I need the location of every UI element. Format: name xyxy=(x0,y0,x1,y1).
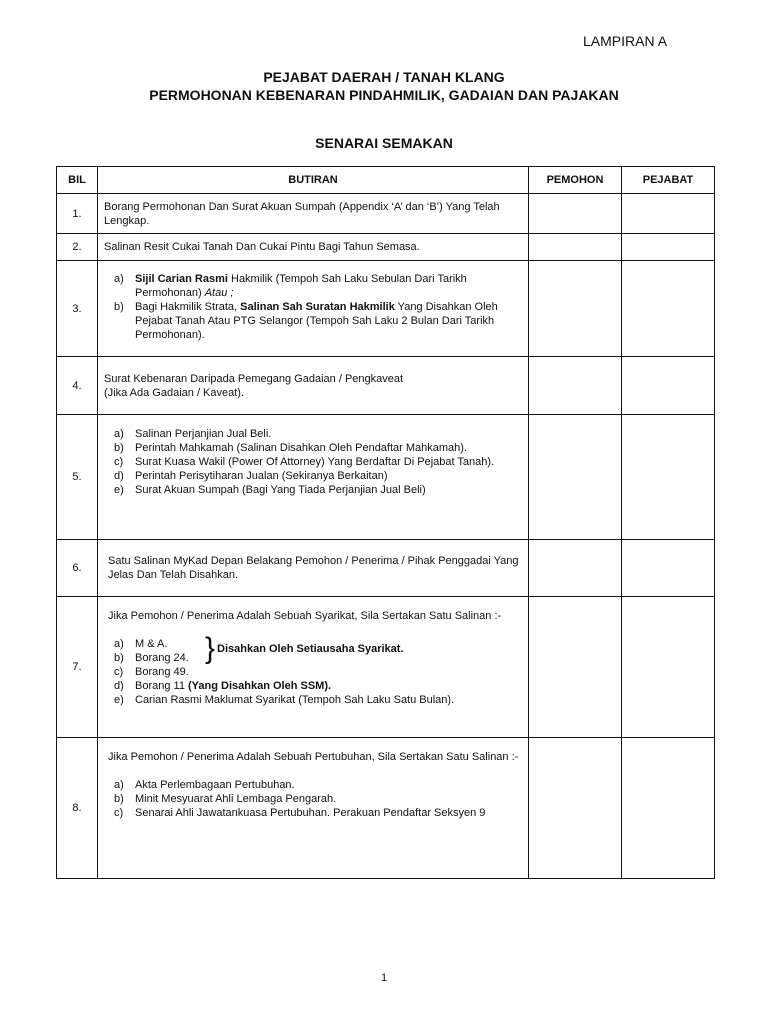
page-number: 1 xyxy=(380,972,388,984)
row-number: 5. xyxy=(57,415,98,540)
item-bold-text: Sijil Carian Rasmi xyxy=(135,273,228,285)
row-number: 8. xyxy=(57,738,98,879)
checklist-table xyxy=(56,166,715,879)
item-text: Surat Kuasa Wakil (Power Of Attorney) Yang Berdaftar Di Pejabat Tanah). xyxy=(135,456,495,468)
item-marker: b) xyxy=(114,301,124,313)
pejabat-check-cell[interactable] xyxy=(622,540,715,597)
table-row xyxy=(57,597,715,738)
row-number: 4. xyxy=(57,357,98,415)
list-item xyxy=(104,665,522,679)
item-text: Perintah Perisytiharan Jualan (Sekiranya Berkaitan) xyxy=(135,470,388,482)
list-item xyxy=(104,483,522,497)
row-description xyxy=(98,261,529,357)
item-marker: d) xyxy=(114,680,124,692)
header-butiran: BUTIRAN xyxy=(98,167,529,194)
item-text: Akta Perlembagaan Pertubuhan. xyxy=(135,779,295,791)
item-text: Minit Mesyuarat Ahli Lembaga Pengarah. xyxy=(135,793,337,805)
item-marker: e) xyxy=(114,694,124,706)
item-text: Borang 24. xyxy=(135,652,189,664)
pemohon-check-cell[interactable] xyxy=(529,540,622,597)
row-description xyxy=(98,738,529,879)
list-item xyxy=(104,300,522,342)
item-text: Yang Disahkan Oleh Pejabat Tanah Atau PTG Selangor (Tempoh Sah Laku 2 Bulan Dari Tarikh Permohonan). xyxy=(135,301,498,341)
list-item xyxy=(104,806,522,820)
pejabat-check-cell[interactable] xyxy=(622,597,715,738)
item-marker: c) xyxy=(114,666,124,678)
lampiran-label: LAMPIRAN A xyxy=(583,33,668,49)
list-item xyxy=(104,455,522,469)
row-description: Borang Permohonan Dan Surat Akuan Sumpah (Appendix ‘A’ dan ‘B’) Yang Telah Lengkap. xyxy=(98,194,529,234)
item-text: Salinan Perjanjian Jual Beli. xyxy=(135,428,272,440)
item-text: Senarai Ahli Jawatankuasa Pertubuhan. Perakuan Pendaftar Seksyen 9 xyxy=(135,807,486,819)
pejabat-check-cell[interactable] xyxy=(622,415,715,540)
item-text: Bagi Hakmilik Strata, xyxy=(135,301,241,313)
item-marker: d) xyxy=(114,470,124,482)
pejabat-check-cell[interactable] xyxy=(622,194,715,234)
row-description xyxy=(98,415,529,540)
item-marker: b) xyxy=(114,793,124,805)
row-number: 1. xyxy=(57,194,98,234)
row-description: Satu Salinan MyKad Depan Belakang Pemohon / Penerima / Pihak Penggadai Yang Jelas Dan Telah Disahkan. xyxy=(98,540,529,597)
row-line: Surat Kebenaran Daripada Pemegang Gadaian / Pengkaveat xyxy=(104,372,404,385)
table-row xyxy=(57,194,715,234)
item-marker: c) xyxy=(114,456,124,468)
table-row xyxy=(57,234,715,261)
item-marker: b) xyxy=(114,652,124,664)
item-marker: a) xyxy=(114,428,124,440)
pemohon-check-cell[interactable] xyxy=(529,597,622,738)
item-text: Surat Akuan Sumpah (Bagi Yang Tiada Perjanjian Jual Beli) xyxy=(135,484,426,496)
item-text: Borang 49. xyxy=(135,666,189,678)
table-header-row xyxy=(57,167,715,194)
row-description xyxy=(98,597,529,738)
pemohon-check-cell[interactable] xyxy=(529,738,622,879)
list-item xyxy=(104,469,522,483)
table-row xyxy=(57,357,715,415)
table-row xyxy=(57,540,715,597)
list-item xyxy=(104,679,522,693)
pemohon-check-cell[interactable] xyxy=(529,357,622,415)
pejabat-check-cell[interactable] xyxy=(622,234,715,261)
office-title: PEJABAT DAERAH / TANAH KLANG xyxy=(263,69,505,85)
brace-note: Disahkan Oleh Setiausaha Syarikat. xyxy=(217,643,404,655)
item-text: Carian Rasmi Maklumat Syarikat (Tempoh Sah Laku Satu Bulan). xyxy=(135,694,455,706)
subject-title: PERMOHONAN KEBENARAN PINDAHMILIK, GADAIAN DAN PAJAKAN xyxy=(149,87,619,103)
header-bil: BIL xyxy=(57,167,98,194)
item-text: Perintah Mahkamah (Salinan Disahkan Oleh Pendaftar Mahkamah). xyxy=(135,442,468,454)
table-row xyxy=(57,738,715,879)
pemohon-check-cell[interactable] xyxy=(529,415,622,540)
list-item xyxy=(104,693,522,707)
row-line: (Jika Ada Gadaian / Kaveat). xyxy=(104,386,245,399)
pejabat-check-cell[interactable] xyxy=(622,357,715,415)
item-text: M & A. xyxy=(135,638,168,650)
list-item xyxy=(104,778,522,792)
pejabat-check-cell[interactable] xyxy=(622,261,715,357)
row-number: 7. xyxy=(57,597,98,738)
item-italic-text: Atau ; xyxy=(204,287,234,299)
pemohon-check-cell[interactable] xyxy=(529,194,622,234)
list-item xyxy=(104,427,522,441)
pejabat-check-cell[interactable] xyxy=(622,738,715,879)
pemohon-check-cell[interactable] xyxy=(529,234,622,261)
list-item xyxy=(104,792,522,806)
item-marker: a) xyxy=(114,273,124,285)
right-brace-icon: } xyxy=(205,632,216,666)
item-marker: a) xyxy=(114,638,124,650)
row-number: 3. xyxy=(57,261,98,357)
item-text: Hakmilik (Tempoh Sah Laku Sebulan Dari Tarikh Permohonan) xyxy=(135,273,467,299)
pemohon-check-cell[interactable] xyxy=(529,261,622,357)
item-marker: a) xyxy=(114,779,124,791)
brace-annotation xyxy=(203,632,404,666)
item-marker: c) xyxy=(114,807,124,819)
row-intro: Jika Pemohon / Penerima Adalah Sebuah Pertubuhan, Sila Sertakan Satu Salinan :- xyxy=(108,751,519,763)
row-intro: Jika Pemohon / Penerima Adalah Sebuah Syarikat, Sila Sertakan Satu Salinan :- xyxy=(108,610,502,622)
item-text: Borang 11 xyxy=(135,680,189,692)
row-number: 2. xyxy=(57,234,98,261)
row-description xyxy=(98,357,529,415)
header-pejabat: PEJABAT xyxy=(622,167,715,194)
list-item xyxy=(104,441,522,455)
row-description: Salinan Resit Cukai Tanah Dan Cukai Pintu Bagi Tahun Semasa. xyxy=(98,234,529,261)
item-marker: b) xyxy=(114,442,124,454)
table-row xyxy=(57,261,715,357)
item-bold-text: (Yang Disahkan Oleh SSM). xyxy=(188,680,332,692)
item-bold-text: Salinan Sah Suratan Hakmilik xyxy=(240,301,395,313)
list-item xyxy=(104,272,522,300)
checklist-title: SENARAI SEMAKAN xyxy=(315,135,453,151)
header-pemohon: PEMOHON xyxy=(529,167,622,194)
table-row xyxy=(57,415,715,540)
row-number: 6. xyxy=(57,540,98,597)
company-forms-group xyxy=(108,632,522,679)
item-marker: e) xyxy=(114,484,124,496)
